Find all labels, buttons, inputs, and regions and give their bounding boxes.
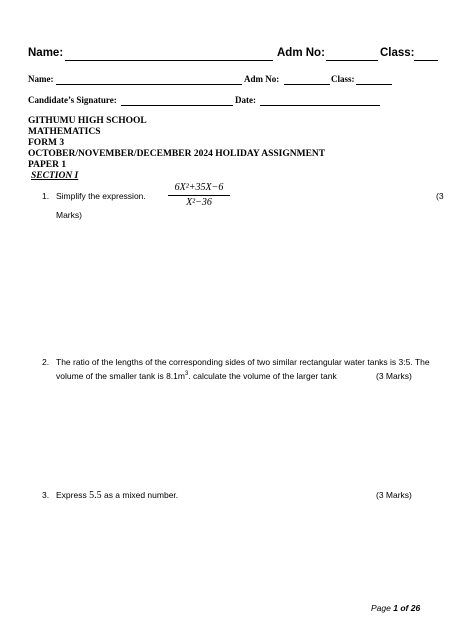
class-blank-line[interactable]: [414, 60, 438, 61]
section-heading: SECTION I: [31, 171, 79, 181]
paper: PAPER 1: [28, 160, 67, 170]
question-2-line-2-a: volume of the smaller tank is 8.1m: [56, 371, 185, 381]
form: FORM 3: [28, 138, 65, 148]
question-2-marks: (3 Marks): [376, 371, 412, 381]
adm-no-label-2: Adm No:: [244, 74, 280, 84]
question-1-marks: (3: [436, 191, 444, 201]
school-block: [28, 116, 325, 182]
fraction-numerator: 6X²+35X−6: [174, 182, 224, 193]
question-3-text-b: as a mixed number.: [103, 490, 179, 500]
page-number: [371, 603, 420, 613]
name-label: Name:: [28, 47, 64, 59]
page-of: of: [400, 603, 409, 613]
question-2-line-2: [56, 371, 337, 381]
question-3-number: 3.: [42, 490, 50, 500]
fraction-bar: [168, 195, 230, 196]
question-1-text: Simplify the expression.: [56, 191, 146, 201]
adm-no-label: Adm No:: [277, 47, 325, 59]
question-1-number: 1.: [42, 191, 50, 201]
class-label: Class:: [380, 47, 415, 59]
adm-no-blank-line-2[interactable]: [284, 84, 330, 85]
question-1-fraction: [168, 182, 230, 209]
date-label: Date:: [235, 95, 256, 105]
subject: MATHEMATICS: [28, 127, 101, 137]
signature-label: Candidate’s Signature:: [28, 95, 117, 105]
question-3-value: 5.5: [89, 490, 102, 501]
fraction-denominator: X²−36: [186, 197, 212, 208]
question-3-text: [56, 490, 178, 501]
class-label-2: Class:: [331, 74, 355, 84]
page-word: Page: [371, 603, 391, 613]
name-label-2: Name:: [28, 74, 54, 84]
signature-blank-line[interactable]: [121, 105, 233, 106]
page-total: 26: [410, 603, 421, 613]
cubic-superscript: 3: [184, 371, 189, 378]
question-2-number: 2.: [42, 357, 50, 367]
date-blank-line[interactable]: [260, 105, 380, 106]
page-current: 1: [393, 603, 398, 613]
question-2-line-1: The ratio of the lengths of the corresponding sides of two similar rectangular water tanks is 3:5. The: [56, 357, 430, 367]
name-blank-line-2[interactable]: [56, 84, 242, 85]
question-1-marks-cont: Marks): [56, 210, 82, 220]
school-name: GITHUMU HIGH SCHOOL: [28, 116, 147, 126]
question-3-marks: (3 Marks): [376, 490, 412, 500]
name-blank-line[interactable]: [65, 60, 273, 61]
adm-no-blank-line[interactable]: [326, 60, 378, 61]
question-2-line-2-b: . calculate the volume of the larger tank: [188, 371, 337, 381]
question-3-text-a: Express: [56, 490, 87, 500]
assignment-title: OCTOBER/NOVEMBER/DECEMBER 2024 HOLIDAY ASSIGNMENT: [28, 149, 326, 159]
class-blank-line-2[interactable]: [356, 84, 392, 85]
